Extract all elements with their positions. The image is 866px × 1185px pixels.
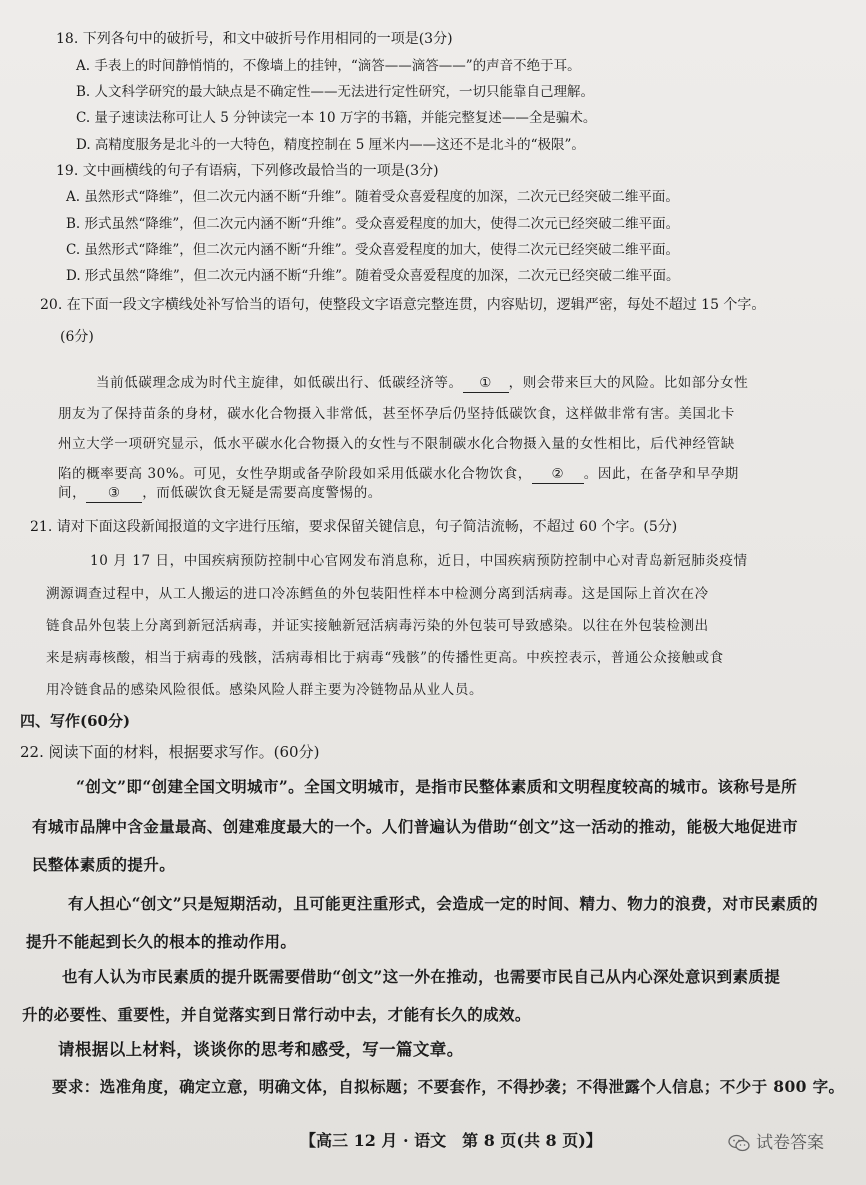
q22-material-line-3: 民整体素质的提升。 [32,855,176,874]
q18-option-a: A. 手表上的时间静悄悄的，不像墙上的挂钟，“滴答——滴答——”的声音不绝于耳。 [76,58,581,74]
q21-news-line-3: 链食品外包装上分离到新冠活病毒，并证实接触新冠活病毒污染的外包装可导致感染。以往在外包装检测出 [46,618,709,634]
q21-news-line-5: 用冷链食品的感染风险很低。感染风险人群主要为冷链物品从业人员。 [46,682,484,698]
q21-stem: 21. 请对下面这段新闻报道的文字进行压缩，要求保留关键信息，句子简洁流畅，不超过 60 个字。(5分) [30,519,678,535]
q20-stem: 20. 在下面一段文字横线处补写恰当的语句，使整段文字语意完整连贯，内容贴切，逻辑严密，每处不超过 15 个字。 [40,297,766,313]
q19-option-b: B. 形式虽然“降维”，但二次元内涵不断“升维”。受众喜爱程度的加大，使得二次元已经突破二维平面。 [66,216,680,232]
watermark [728,1128,824,1153]
q20-para-line-5: 间， ③ ，而低碳饮食无疑是需要高度警惕的。 [58,485,382,501]
q21-news-line-4: 来是病毒核酸，相当于病毒的残骸，活病毒相比于病毒“残骸”的传播性更高。中疾控表示，普通公众接触或食 [46,650,724,666]
q22-material-line-1: “创文”即“创建全国文明城市”。全国文明城市，是指市民整体素质和文明程度较高的城市。该称号是所 [76,777,797,796]
q18-option-b: B. 人文科学研究的最大缺点是不确定性——无法进行定性研究，一切只能靠自己理解。 [76,84,595,100]
answer-blank-2[interactable]: ② [532,465,584,484]
q22-material-line-5: 提升不能起到长久的根本的推动作用。 [26,932,297,951]
q20-para-line-2: 朋友为了保持苗条的身材，碳水化合物摄入非常低，甚至怀孕后仍坚持低碳饮食，这样做非常有害。美国北卡 [58,406,735,422]
watermark-text: 试卷答案 [756,1133,824,1153]
section-4-heading: 四、写作(60分) [20,712,131,730]
answer-blank-3[interactable]: ③ [86,484,142,503]
q18-stem: 18. 下列各句中的破折号，和文中破折号作用相同的一项是(3分) [56,31,453,47]
q19-option-c: C. 虽然形式“降维”，但二次元内涵不断“升维”。受众喜爱程度的加大，使得二次元已经突破二维平面。 [66,242,680,258]
q20-points: (6分) [60,329,94,345]
q20-para-line-3: 州立大学一项研究显示，低水平碳水化合物摄入的女性与不限制碳水化合物摄入量的女性相比，后代神经管缺 [58,436,735,452]
q20-para-line-4: 陷的概率要高 30%。可见，女性孕期或备孕阶段如采用低碳水化合物饮食， ② 。因此，在备孕和早孕期 [58,466,739,482]
q22-task-instruction: 请根据以上材料，谈谈你的思考和感受，写一篇文章。 [58,1040,464,1059]
q22-material-line-7: 升的必要性、重要性，并自觉落实到日常行动中去，才能有长久的成效。 [22,1005,531,1024]
page-footer: 【高三 12 月 · 语文 第 8 页(共 8 页)】 [300,1131,602,1150]
q22-stem: 22. 阅读下面的材料，根据要求写作。(60分) [20,743,320,761]
q18-option-c: C. 量子速读法称可让人 5 分钟读完一本 10 万字的书籍，并能完整复述——全是骗术。 [76,110,597,126]
q22-material-line-6: 也有人认为市民素质的提升既需要借助“创文”这一外在推动，也需要市民自己从内心深处意识到素质提 [62,967,781,986]
q18-option-d: D. 高精度服务是北斗的一大特色，精度控制在 5 厘米内——这还不是北斗的“极限”。 [76,137,585,153]
q21-news-line-2: 溯源调查过程中，从工人搬运的进口冷冻鳕鱼的外包装阳性样本中检测分离到活病毒。这是国际上首次在冷 [46,586,709,602]
q22-material-line-4: 有人担心“创文”只是短期活动，且可能更注重形式，会造成一定的时间、精力、物力的浪费，对市民素质的 [68,894,819,913]
q19-option-d: D. 形式虽然“降维”，但二次元内涵不断“升维”。随着受众喜爱程度的加深，二次元已经突破二维平面。 [66,268,680,284]
q19-option-a: A. 虽然形式“降维”，但二次元内涵不断“升维”。随着受众喜爱程度的加深，二次元已经突破二维平面。 [66,189,679,205]
wechat-icon [728,1134,750,1152]
q21-news-line-1: 10 月 17 日，中国疾病预防控制中心官网发布消息称，近日，中国疾病预防控制中心对青岛新冠肺炎疫情 [90,553,748,569]
q19-stem: 19. 文中画横线的句子有语病，下列修改最恰当的一项是(3分) [56,163,439,179]
q20-para-line-1: 当前低碳理念成为时代主旋律，如低碳出行、低碳经济等。 ① ，则会带来巨大的风险。比如部分女性 [96,375,749,391]
q22-requirements: 要求：选准角度，确定立意，明确文体，自拟标题；不要套作，不得抄袭；不得泄露个人信息；不少于 800 字。 [52,1077,845,1096]
answer-blank-1[interactable]: ① [463,374,509,393]
q22-material-line-2: 有城市品牌中含金量最高、创建难度最大的一个。人们普遍认为借助“创文”这一活动的推动，能极大地促进市 [32,817,798,836]
